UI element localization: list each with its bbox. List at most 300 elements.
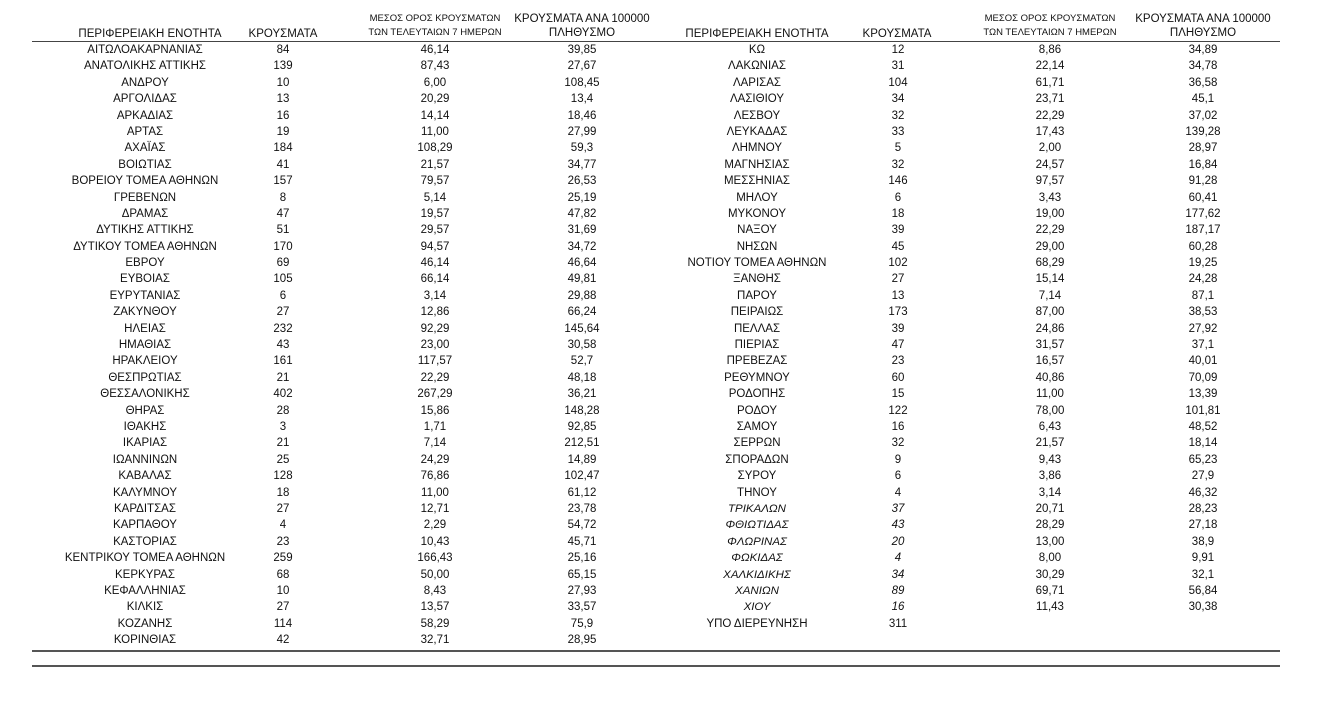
per100k-cell: 16,84 [1188, 158, 1218, 171]
region-cell: ΦΩΚΙΔΑΣ [731, 552, 783, 565]
per100k-cell: 60,28 [1188, 240, 1218, 253]
region-cell: ΚΟΡΙΝΘΙΑΣ [113, 634, 177, 647]
per100k-cell: 40,01 [1188, 355, 1218, 368]
avg7-cell: 61,71 [1035, 76, 1065, 89]
per100k-cell: 32,1 [1191, 568, 1215, 581]
region-cell: ΑΧΑΪΑΣ [124, 142, 166, 155]
cases-cell: 6 [894, 191, 902, 204]
table-row [0, 386, 1335, 402]
footer-rule [32, 665, 1280, 667]
cases-cell: 146 [888, 175, 908, 188]
region-cell: ΔΥΤΙΚΟΥ ΤΟΜΕΑ ΑΘΗΝΩΝ [73, 240, 217, 253]
per100k-cell: 28,97 [1188, 142, 1218, 155]
cases-cell: 105 [273, 273, 293, 286]
cases-cell: 18 [891, 207, 905, 220]
per100k-cell: 36,21 [567, 388, 597, 401]
region-cell: ΠΡΕΒΕΖΑΣ [726, 355, 788, 368]
region-cell: ΜΗΛΟΥ [736, 191, 778, 204]
table-row [0, 124, 1335, 140]
per100k-cell: 54,72 [567, 519, 597, 532]
avg7-cell: 3,14 [1038, 486, 1062, 499]
avg7-cell: 7,14 [423, 437, 447, 450]
region-cell: ΚΑΣΤΟΡΙΑΣ [113, 535, 177, 548]
per100k-cell: 101,81 [1185, 404, 1221, 417]
per100k-cell: 45,71 [567, 535, 597, 548]
avg7-cell: 5,14 [423, 191, 447, 204]
avg7-cell: 19,00 [1035, 207, 1065, 220]
cases-cell: 6 [894, 470, 902, 483]
region-cell: ΔΡΑΜΑΣ [121, 207, 169, 220]
region-cell: ΛΕΥΚΑΔΑΣ [726, 125, 788, 138]
region-cell: ΥΠΟ ΔΙΕΡΕΥΝΗΣΗ [706, 617, 808, 630]
table-row [0, 435, 1335, 451]
avg7-cell: 46,14 [420, 257, 450, 270]
cases-cell: 16 [891, 420, 905, 433]
avg7-cell: 24,57 [1035, 158, 1065, 171]
cases-cell: 311 [888, 617, 908, 630]
avg7-cell: 94,57 [420, 240, 450, 253]
region-cell: ΝΑΞΟΥ [737, 224, 777, 237]
region-cell: ΑΡΚΑΔΙΑΣ [116, 109, 174, 122]
cases-cell: 20 [891, 535, 905, 548]
per100k-cell: 61,12 [567, 486, 597, 499]
region-cell: ΧΙΟΥ [743, 601, 771, 614]
cases-cell: 16 [891, 601, 905, 614]
per100k-cell: 26,53 [567, 175, 597, 188]
cases-cell: 9 [894, 453, 902, 466]
table-row [0, 304, 1335, 320]
avg7-cell: 68,29 [1035, 257, 1065, 270]
region-cell: ΚΑΡΔΙΤΣΑΣ [114, 502, 176, 515]
region-cell: ΠΑΡΟΥ [737, 289, 777, 302]
region-cell: ΚΩ [748, 44, 766, 56]
avg7-cell: 17,43 [1035, 125, 1065, 138]
region-cell: ΠΕΛΛΑΣ [733, 322, 781, 335]
per100k-cell: 30,38 [1188, 601, 1218, 614]
per100k-cell: 19,25 [1188, 257, 1218, 270]
per100k-cell: 37,02 [1188, 109, 1218, 122]
avg7-cell: 23,00 [420, 339, 450, 352]
region-cell: ΧΑΝΙΩΝ [735, 584, 779, 597]
avg7-cell: 21,57 [1035, 437, 1065, 450]
cases-cell: 184 [273, 142, 293, 155]
avg7-cell: 31,57 [1035, 339, 1065, 352]
table-row [0, 288, 1335, 304]
header-avg7-right-2: ΤΩΝ ΤΕΛΕΥΤΑΙΩΝ 7 ΗΜΕΡΩΝ [983, 27, 1117, 38]
avg7-cell: 3,14 [423, 289, 447, 302]
avg7-cell: 13,57 [420, 601, 450, 614]
per100k-cell: 14,89 [567, 453, 597, 466]
avg7-cell: 20,71 [1035, 502, 1065, 515]
table-row [0, 108, 1335, 124]
region-cell: ΑΡΤΑΣ [126, 125, 164, 138]
avg7-cell: 19,57 [420, 207, 450, 220]
region-cell: ΘΗΡΑΣ [125, 404, 165, 417]
table-row [0, 370, 1335, 386]
region-cell: ΛΗΜΝΟΥ [731, 142, 783, 155]
header-avg7-left-2: ΤΩΝ ΤΕΛΕΥΤΑΙΩΝ 7 ΗΜΕΡΩΝ [368, 27, 502, 38]
avg7-cell: 40,86 [1035, 371, 1065, 384]
region-cell: ΙΘΑΚΗΣ [123, 420, 167, 433]
cases-cell: 31 [891, 60, 905, 73]
region-cell: ΝΟΤΙΟΥ ΤΟΜΕΑ ΑΘΗΝΩΝ [687, 257, 827, 270]
per100k-cell: 47,82 [567, 207, 597, 220]
avg7-cell: 2,00 [1038, 142, 1062, 155]
cases-cell: 32 [891, 437, 905, 450]
header-per100k-left-1: ΚΡΟΥΣΜΑΤΑ ΑΝΑ 100000 [514, 13, 650, 25]
per100k-cell: 27,92 [1188, 322, 1218, 335]
region-cell: ΔΥΤΙΚΗΣ ΑΤΤΙΚΗΣ [96, 224, 194, 237]
region-cell: ΒΟΙΩΤΙΑΣ [118, 158, 172, 171]
region-cell: ΤΗΝΟΥ [737, 486, 777, 499]
region-cell: ΛΑΣΙΘΙΟΥ [729, 93, 785, 106]
region-cell: ΚΕΝΤΡΙΚΟΥ ΤΟΜΕΑ ΑΘΗΝΩΝ [64, 552, 226, 565]
avg7-cell: 79,57 [420, 175, 450, 188]
per100k-cell: 65,23 [1188, 453, 1218, 466]
avg7-cell: 20,29 [420, 93, 450, 106]
avg7-cell: 78,00 [1035, 404, 1065, 417]
region-cell: ΕΥΒΟΙΑΣ [120, 273, 170, 286]
avg7-cell: 12,71 [420, 502, 450, 515]
per100k-cell: 25,19 [567, 191, 597, 204]
cases-cell: 4 [894, 552, 902, 565]
table-row [0, 452, 1335, 468]
avg7-cell: 87,43 [420, 60, 450, 73]
avg7-cell: 108,29 [417, 142, 453, 155]
cases-cell: 27 [276, 502, 290, 515]
avg7-cell: 16,57 [1035, 355, 1065, 368]
header-avg7-left-1: ΜΕΣΟΣ ΟΡΟΣ ΚΡΟΥΣΜΑΤΩΝ [369, 13, 501, 24]
per100k-cell: 75,9 [570, 617, 594, 630]
cases-cell: 45 [891, 240, 905, 253]
cases-cell: 32 [891, 109, 905, 122]
per100k-cell: 102,47 [564, 470, 600, 483]
region-cell: ΙΩΑΝΝΙΝΩΝ [112, 453, 178, 466]
per100k-cell: 87,1 [1191, 289, 1215, 302]
header-per100k-left-2: ΠΛΗΘΥΣΜΟ [548, 27, 616, 39]
per100k-cell: 56,84 [1188, 584, 1218, 597]
cases-cell: 89 [891, 584, 905, 597]
table-row [0, 599, 1335, 615]
avg7-cell: 15,86 [420, 404, 450, 417]
region-cell: ΒΟΡΕΙΟΥ ΤΟΜΕΑ ΑΘΗΝΩΝ [71, 175, 219, 188]
cases-cell: 19 [276, 125, 290, 138]
avg7-cell: 66,14 [420, 273, 450, 286]
table-row [0, 206, 1335, 222]
region-cell: ΛΕΣΒΟΥ [733, 109, 781, 122]
avg7-cell: 23,71 [1035, 93, 1065, 106]
table-row [0, 337, 1335, 353]
cases-cell: 170 [273, 240, 293, 253]
cases-cell: 15 [891, 388, 905, 401]
avg7-cell: 6,00 [423, 76, 447, 89]
table-row [0, 58, 1335, 74]
per100k-cell: 187,17 [1185, 224, 1221, 237]
avg7-cell: 15,14 [1035, 273, 1065, 286]
avg7-cell: 22,29 [420, 371, 450, 384]
per100k-cell: 34,72 [567, 240, 597, 253]
cases-cell: 41 [276, 158, 290, 171]
cases-cell: 51 [276, 224, 290, 237]
avg7-cell: 29,57 [420, 224, 450, 237]
avg7-cell: 24,86 [1035, 322, 1065, 335]
per100k-cell: 148,28 [564, 404, 600, 417]
table-row [0, 157, 1335, 173]
avg7-cell: 97,57 [1035, 175, 1065, 188]
header-per100k-right-1: ΚΡΟΥΣΜΑΤΑ ΑΝΑ 100000 [1135, 13, 1271, 25]
per100k-cell: 91,28 [1188, 175, 1218, 188]
table-row [0, 239, 1335, 255]
avg7-cell: 13,00 [1035, 535, 1065, 548]
per100k-cell: 34,77 [567, 158, 597, 171]
per100k-cell: 27,99 [567, 125, 597, 138]
per100k-cell: 24,28 [1188, 273, 1218, 286]
region-cell: ΕΒΡΟΥ [125, 257, 165, 270]
cases-cell: 259 [273, 552, 293, 565]
region-cell: ΚΑΒΑΛΑΣ [118, 470, 172, 483]
table-row [0, 485, 1335, 501]
cases-cell: 39 [891, 322, 905, 335]
region-cell: ΡΟΔΟΠΗΣ [728, 388, 786, 401]
per100k-cell: 48,18 [567, 371, 597, 384]
per100k-cell: 46,32 [1188, 486, 1218, 499]
region-cell: ΚΕΦΑΛΛΗΝΙΑΣ [104, 584, 186, 597]
region-cell: ΤΡΙΚΑΛΩΝ [728, 502, 786, 515]
region-cell: ΗΡΑΚΛΕΙΟΥ [112, 355, 178, 368]
table-row [0, 353, 1335, 369]
per100k-cell: 36,58 [1188, 76, 1218, 89]
per100k-cell: 23,78 [567, 502, 597, 515]
header-avg7-right-1: ΜΕΣΟΣ ΟΡΟΣ ΚΡΟΥΣΜΑΤΩΝ [984, 13, 1116, 24]
avg7-cell: 69,71 [1035, 584, 1065, 597]
table-row [0, 173, 1335, 189]
per100k-cell: 177,62 [1185, 207, 1221, 220]
cases-cell: 13 [276, 93, 290, 106]
region-cell: ΛΑΡΙΣΑΣ [732, 76, 782, 89]
per100k-cell: 59,3 [570, 142, 594, 155]
cases-cell: 21 [276, 371, 290, 384]
avg7-cell: 6,43 [1038, 420, 1062, 433]
cases-cell: 161 [273, 355, 293, 368]
avg7-cell: 22,29 [1035, 224, 1065, 237]
avg7-cell: 3,43 [1038, 191, 1062, 204]
avg7-cell: 12,86 [420, 306, 450, 319]
region-cell: ΣΥΡΟΥ [737, 470, 777, 483]
region-cell: ΘΕΣΣΑΛΟΝΙΚΗΣ [100, 388, 190, 401]
region-cell: ΚΙΛΚΙΣ [126, 601, 164, 614]
avg7-cell: 14,14 [420, 109, 450, 122]
cases-cell: 37 [891, 502, 905, 515]
per100k-cell: 13,4 [570, 93, 594, 106]
cases-cell: 27 [276, 601, 290, 614]
per100k-cell: 45,1 [1191, 93, 1215, 106]
region-cell: ΡΕΘΥΜΝΟΥ [724, 371, 790, 384]
avg7-cell: 30,29 [1035, 568, 1065, 581]
cases-cell: 23 [276, 535, 290, 548]
region-cell: ΑΙΤΩΛΟΑΚΑΡΝΑΝΙΑΣ [87, 44, 203, 56]
table-row [0, 403, 1335, 419]
avg7-cell: 46,14 [420, 44, 450, 56]
region-cell: ΜΑΓΝΗΣΙΑΣ [724, 158, 790, 171]
region-cell: ΦΘΙΩΤΙΔΑΣ [725, 519, 789, 532]
avg7-cell: 87,00 [1035, 306, 1065, 319]
region-cell: ΛΑΚΩΝΙΑΣ [728, 60, 786, 73]
right-table [0, 42, 1335, 632]
per100k-cell: 66,24 [567, 306, 597, 319]
per100k-cell: 212,51 [564, 437, 600, 450]
avg7-cell: 92,29 [420, 322, 450, 335]
cases-cell: 5 [894, 142, 902, 155]
region-cell: ΖΑΚΥΝΘΟΥ [113, 306, 177, 319]
table-row [0, 632, 660, 648]
cases-cell: 21 [276, 437, 290, 450]
per100k-cell: 27,18 [1188, 519, 1218, 532]
cases-cell: 122 [888, 404, 908, 417]
cases-cell: 12 [891, 44, 905, 56]
cases-cell: 232 [273, 322, 293, 335]
cases-cell: 6 [279, 289, 287, 302]
table-row [0, 42, 1335, 58]
cases-cell: 8 [279, 191, 287, 204]
table-row [0, 321, 1335, 337]
avg7-cell: 117,57 [417, 355, 453, 368]
table-row [0, 567, 1335, 583]
per100k-cell: 30,58 [567, 339, 597, 352]
avg7-cell: 32,71 [420, 634, 450, 647]
per100k-cell: 38,53 [1188, 306, 1218, 319]
region-cell: ΑΡΓΟΛΙΔΑΣ [113, 93, 177, 106]
avg7-cell: 11,00 [421, 486, 449, 499]
per100k-cell: 48,52 [1188, 420, 1218, 433]
table-row [0, 91, 1335, 107]
region-cell: ΚΑΛΥΜΝΟΥ [113, 486, 177, 499]
per100k-cell: 25,16 [567, 552, 597, 565]
per100k-cell: 46,64 [567, 257, 597, 270]
region-cell: ΗΛΕΙΑΣ [124, 322, 166, 335]
avg7-cell: 10,43 [420, 535, 450, 548]
per100k-cell: 145,64 [564, 322, 600, 335]
per100k-cell: 28,95 [567, 634, 597, 647]
per100k-cell: 27,9 [1191, 470, 1215, 483]
cases-cell: 84 [276, 44, 290, 56]
per100k-cell: 52,7 [570, 355, 594, 368]
cases-cell: 128 [273, 470, 293, 483]
region-cell: ΧΑΛΚΙΔΙΚΗΣ [723, 568, 791, 581]
table-row [0, 75, 1335, 91]
table-row [0, 255, 1335, 271]
table-row [0, 190, 1335, 206]
header-region-right: ΠΕΡΙΦΕΡΕΙΑΚΗ ΕΝΟΤΗΤΑ [685, 28, 829, 40]
cases-cell: 10 [276, 76, 290, 89]
cases-cell: 4 [279, 519, 287, 532]
avg7-cell: 8,86 [1038, 44, 1062, 56]
table-row [0, 222, 1335, 238]
avg7-cell: 3,86 [1038, 470, 1062, 483]
per100k-cell: 65,15 [567, 568, 597, 581]
per100k-cell: 49,81 [567, 273, 597, 286]
per100k-cell: 31,69 [567, 224, 597, 237]
header-cases-right: ΚΡΟΥΣΜΑΤΑ [862, 28, 932, 40]
avg7-cell: 8,43 [423, 584, 447, 597]
avg7-cell: 50,00 [420, 568, 450, 581]
region-cell: ΑΝΑΤΟΛΙΚΗΣ ΑΤΤΙΚΗΣ [83, 60, 206, 73]
table-bottom-rule [32, 650, 1280, 652]
per100k-cell: 139,28 [1185, 125, 1221, 138]
region-cell: ΚΑΡΠΑΘΟΥ [113, 519, 177, 532]
region-cell: ΠΕΙΡΑΙΩΣ [730, 306, 784, 319]
region-cell: ΚΟΖΑΝΗΣ [117, 617, 173, 630]
cases-cell: 28 [276, 404, 290, 417]
region-cell: ΘΕΣΠΡΩΤΙΑΣ [108, 371, 182, 384]
region-cell: ΕΥΡΥΤΑΝΙΑΣ [109, 289, 181, 302]
cases-cell: 39 [891, 224, 905, 237]
per100k-cell: 18,46 [567, 109, 597, 122]
avg7-cell: 22,14 [1035, 60, 1065, 73]
cases-cell: 69 [276, 257, 290, 270]
cases-cell: 25 [276, 453, 290, 466]
cases-cell: 4 [894, 486, 902, 499]
region-cell: ΠΙΕΡΙΑΣ [734, 339, 780, 352]
header-cases-left: ΚΡΟΥΣΜΑΤΑ [248, 28, 318, 40]
table-row [0, 534, 1335, 550]
cases-cell: 42 [276, 634, 290, 647]
header-per100k-right-2: ΠΛΗΘΥΣΜΟ [1169, 27, 1237, 39]
cases-cell: 47 [276, 207, 290, 220]
avg7-cell: 22,29 [1035, 109, 1065, 122]
avg7-cell: 267,29 [417, 388, 453, 401]
avg7-cell: 9,43 [1038, 453, 1062, 466]
region-cell: ΣΑΜΟΥ [736, 420, 778, 433]
cases-cell: 60 [891, 371, 905, 384]
per100k-cell: 27,67 [567, 60, 597, 73]
region-cell: ΝΗΣΩΝ [736, 240, 778, 253]
region-cell: ΣΠΟΡΑΔΩΝ [725, 453, 789, 466]
region-cell: ΡΟΔΟΥ [736, 404, 778, 417]
avg7-cell: 28,29 [1035, 519, 1065, 532]
table-row [0, 517, 1335, 533]
cases-cell: 27 [276, 306, 290, 319]
per100k-cell: 39,85 [567, 44, 597, 56]
table-row [0, 616, 1335, 632]
cases-cell: 157 [273, 175, 293, 188]
region-cell: ΣΕΡΡΩΝ [733, 437, 781, 450]
cases-cell: 34 [891, 568, 905, 581]
per100k-cell: 38,9 [1191, 535, 1215, 548]
cases-cell: 104 [888, 76, 908, 89]
region-cell: ΑΝΔΡΟΥ [121, 76, 169, 89]
per100k-cell: 34,89 [1188, 44, 1218, 56]
per100k-cell: 108,45 [564, 76, 600, 89]
region-cell: ΚΕΡΚΥΡΑΣ [115, 568, 175, 581]
region-cell: ΦΛΩΡΙΝΑΣ [727, 535, 787, 548]
avg7-cell: 2,29 [423, 519, 447, 532]
avg7-cell: 8,00 [1038, 552, 1062, 565]
cases-cell: 402 [273, 388, 293, 401]
cases-cell: 33 [891, 125, 905, 138]
table-row [0, 468, 1335, 484]
cases-cell: 47 [891, 339, 905, 352]
cases-cell: 3 [279, 420, 287, 433]
per100k-cell: 29,88 [567, 289, 597, 302]
cases-cell: 18 [276, 486, 290, 499]
cases-cell: 10 [276, 584, 290, 597]
per100k-cell: 70,09 [1188, 371, 1218, 384]
cases-cell: 27 [891, 273, 905, 286]
cases-cell: 102 [888, 257, 908, 270]
per100k-cell: 27,93 [567, 584, 597, 597]
avg7-cell: 58,29 [420, 617, 450, 630]
avg7-cell: 29,00 [1035, 240, 1065, 253]
